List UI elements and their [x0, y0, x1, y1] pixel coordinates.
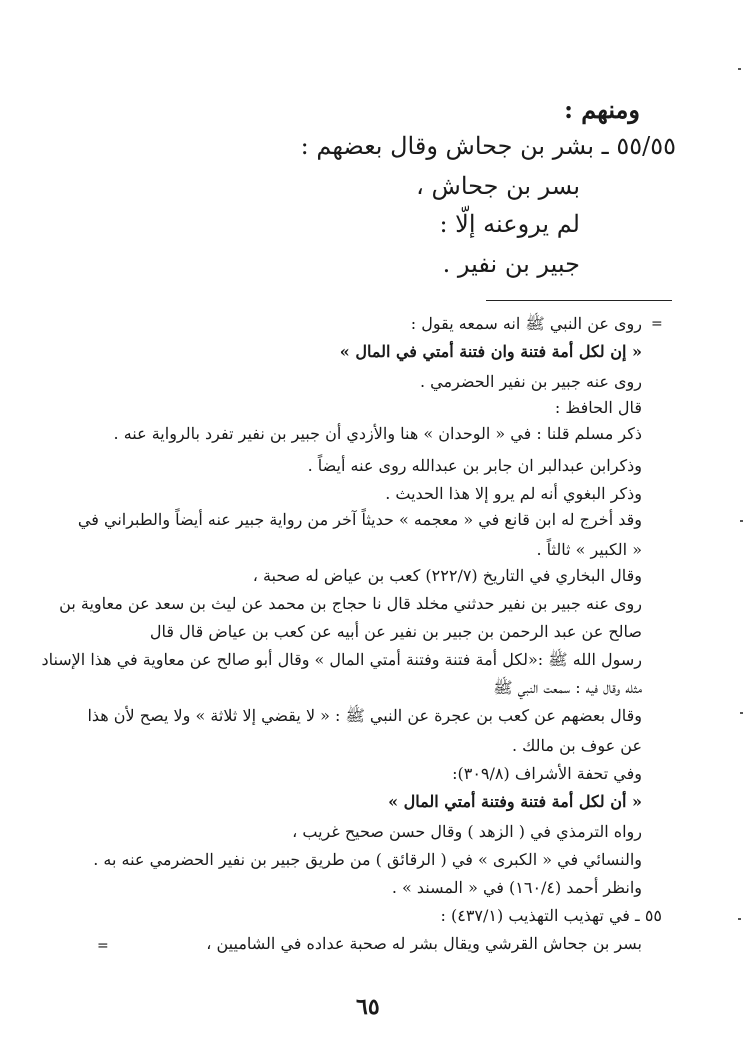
footnote-line: وقال بعضهم عن كعب بن عجرة عن النبي ﷺ : « لا يقضي إلا ثلاثة » ولا يصح لأن هذا — [87, 706, 642, 725]
footnote-line: ٥٥ ـ في تهذيب التهذيب (٤٣٧/١) : — [440, 906, 662, 925]
footnote-line: وذكر البغوي أنه لم يرو إلا هذا الحديث . — [385, 484, 642, 503]
entry-title: بشر بن جحاش وقال بعضهم : — [300, 132, 595, 160]
entry-line-1-text: بسر بن جحاش ، — [416, 172, 580, 200]
footnote-line: وذكرابن عبدالبر ان جابر بن عبدالله روى عنه أيضاً . — [307, 456, 642, 475]
scan-mark — [738, 918, 741, 920]
footnote-line: ذكر مسلم قلنا : في « الوحدان » هنا والأزدي أن جبير بن نفير تفرد بالرواية عنه . — [113, 424, 642, 443]
entry-line-1 — [416, 172, 580, 200]
footnote-line: مثله وقال فيه : سمعت النبي ﷺ — [493, 678, 642, 697]
footnote-line: وفي تحفة الأشراف (٣٠٩/٨): — [452, 764, 642, 783]
footnote-line: « أن لكل أمة فتنة وفتنة أمتي المال » — [388, 792, 642, 811]
footnote-line: رسول الله ﷺ :«لكل أمة فتنة وفتنة أمتي المال » وقال أبو صالح عن معاوية في هذا الإسناد — [41, 650, 642, 669]
scan-mark — [738, 68, 741, 70]
footnote-line: « إن لكل أمة فتنة وان فتنة أمتي في المال » — [339, 342, 642, 361]
continuation-mark-bottom: = — [97, 938, 109, 954]
scan-mark — [740, 712, 743, 714]
footnote-line: روى عن النبي ﷺ انه سمعه يقول : — [410, 314, 642, 333]
footnote-line: روى عنه جبير بن نفير الحضرمي . — [420, 372, 642, 391]
footnote-line: عن عوف بن مالك . — [512, 736, 642, 755]
entry-line-3 — [443, 250, 580, 278]
scan-mark — [740, 520, 743, 522]
entry-line-2-text: لم يروعنه إلّا : — [439, 210, 580, 238]
footnote-separator — [486, 300, 672, 301]
footnote-line: « الكبير » ثالثاً . — [536, 540, 642, 559]
entry-line-2 — [439, 210, 580, 238]
entry-title-line — [301, 132, 676, 160]
section-heading — [564, 95, 640, 124]
entry-line-3-text: جبير بن نفير . — [442, 250, 580, 278]
footnote-line: وقال البخاري في التاريخ (٢٢٢/٧) كعب بن عياض له صحبة ، — [252, 566, 642, 585]
footnote-line: رواه الترمذي في ( الزهد ) وقال حسن صحيح غريب ، — [292, 822, 642, 841]
continuation-mark-top: = — [651, 316, 663, 332]
footnote-line: روى عنه جبير بن نفير حدثني مخلد قال نا حجاج بن محمد عن ليث بن سعد عن معاوية بن — [59, 594, 642, 613]
page-number: ٦٥ — [356, 994, 380, 1020]
footnote-line: وقد أخرج له ابن قانع في « معجمه » حديثاً آخر من رواية جبير عنه أيضاً والطبراني في — [77, 510, 642, 529]
section-heading-text: ومنهم : — [564, 95, 640, 124]
footnote-line: صالح عن عبد الرحمن بن جبير بن نفير عن أبيه عن كعب بن عياض قال قال — [149, 622, 642, 641]
footnote-line: بسر بن جحاش القرشي ويقال بشر له صحبة عداده في الشاميين ، — [206, 934, 642, 953]
footnote-line: وانظر أحمد (١٦٠/٤) في « المسند » . — [391, 878, 642, 897]
entry-number: ٥٥/٥٥ ـ — [601, 132, 676, 160]
footnote-line: قال الحافظ : — [554, 398, 642, 417]
footnote-line: والنسائي في « الكبرى » في ( الرقائق ) من طريق جبير بن نفير الحضرمي عنه به . — [93, 850, 642, 869]
